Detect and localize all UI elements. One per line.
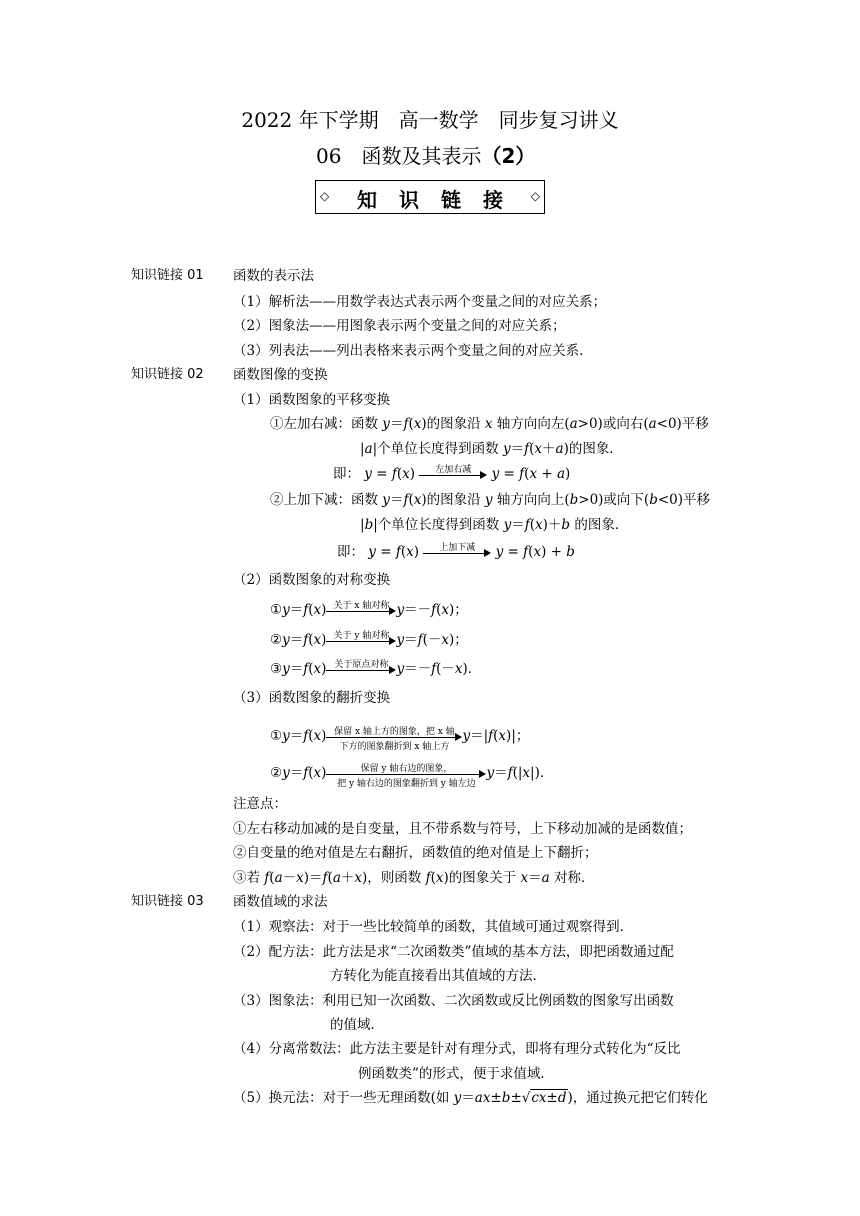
arrow-icon: 关于 y 轴对称 xyxy=(326,633,396,649)
fold-y-formula: ②y＝f(x) 保留 y 轴右边的图象， 把 y 轴右边的图象翻折到 y 轴左边 y＝f(|x|)． xyxy=(270,763,554,789)
arrow-icon: 保留 x 轴上方的图象，把 x 轴 下方的图象翻折到 x 轴上方 xyxy=(326,729,462,745)
shift-lr-rule: ①左加右减：函数 y＝f(x)的图象沿 x 轴方向向左(a>0)或向右(a<0)平移 xyxy=(270,416,709,432)
list-item: （3）列表法——列出表格来表示两个变量之间的对应关系． xyxy=(233,343,593,359)
section-title: 函数的表示法 xyxy=(233,268,314,284)
note-item: ②自变量的绝对值是左右翻折，函数值的绝对值是上下翻折； xyxy=(233,845,598,861)
banner-text: 知识链接 xyxy=(357,188,525,212)
arrow-icon: 保留 y 轴右边的图象， 把 y 轴右边的图象翻折到 y 轴左边 xyxy=(326,766,486,782)
sym-origin-formula: ③y＝f(x) 关于原点对称 y＝－f(－x)． xyxy=(270,659,482,677)
sym-x-formula: ①y＝f(x) 关于 x 轴对称 y＝－f(x)； xyxy=(270,600,468,618)
sqrt-icon: √ xyxy=(521,1090,531,1106)
section-title: 函数图像的变换 xyxy=(233,367,328,383)
arrow-icon: 上加下减 xyxy=(423,545,491,561)
shift-ud-rule-cont: |b|个单位长度得到函数 y＝f(x)＋b 的图象． xyxy=(360,517,629,533)
title-suffix: （2） xyxy=(481,144,536,168)
list-item-cont: 的值域． xyxy=(330,1017,384,1033)
page-title xyxy=(316,140,535,169)
diamond-icon: ◇ xyxy=(530,189,540,203)
fold-x-formula: ①y＝f(x) 保留 x 轴上方的图象，把 x 轴 下方的图象翻折到 x 轴上方 y＝|f(x)|； xyxy=(270,726,530,752)
shift-ud-formula: 即： y = f(x) 上加下减 y = f(x) + b xyxy=(337,542,575,560)
list-item: （5）换元法：对于一些无理函数(如 y＝ax±b±√cx±d)，通过换元把它们转化 xyxy=(233,1090,708,1106)
section-label: 知识链接 02 xyxy=(131,367,204,382)
section-banner xyxy=(315,180,545,214)
list-item-cont: 方转化为能直接看出其值域的方法． xyxy=(330,968,546,984)
sub-heading: （2）函数图象的对称变换 xyxy=(233,572,391,588)
shift-lr-rule-cont: |a|个单位长度得到函数 y＝f(x＋a)的图象． xyxy=(360,441,623,457)
shift-ud-rule: ②上加下减：函数 y＝f(x)的图象沿 y 轴方向向上(b>0)或向下(b<0)平移 xyxy=(270,492,711,508)
list-item: （2）图象法——用图象表示两个变量之间的对应关系； xyxy=(233,318,566,334)
list-item: （1）解析法——用数学表达式表示两个变量之间的对应关系； xyxy=(233,294,607,310)
note-item: ③若 f(a－x)＝f(a＋x)，则函数 f(x)的图象关于 x＝a 对称． xyxy=(233,870,595,886)
list-item: （1）观察法：对于一些比较简单的函数，其值域可通过观察得到． xyxy=(233,919,634,935)
title-number: 06 xyxy=(316,144,342,168)
notes-title: 注意点： xyxy=(233,796,287,812)
section-title: 函数值域的求法 xyxy=(233,894,328,910)
section-label: 知识链接 01 xyxy=(131,268,204,283)
page-header: 2022 年下学期 高一数学 同步复习讲义 xyxy=(241,108,619,132)
arrow-icon: 关于 x 轴对称 xyxy=(326,603,396,619)
sub-heading: （1）函数图象的平移变换 xyxy=(233,392,391,408)
list-item: （2）配方法：此方法是求“二次函数类”值域的基本方法，即把函数通过配 xyxy=(233,944,674,960)
list-item-cont: 例函数类”的形式，便于求值域． xyxy=(358,1066,554,1082)
list-item: （3）图象法：利用已知一次函数、二次函数或反比例函数的图象写出函数 xyxy=(233,993,674,1009)
note-item: ①左右移动加减的是自变量，且不带系数与符号，上下移动加减的是函数值； xyxy=(233,821,692,837)
arrow-icon: 左加右减 xyxy=(419,467,487,483)
sub-heading: （3）函数图象的翻折变换 xyxy=(233,690,391,706)
shift-lr-formula: 即： y = f(x) 左加右减 y = f(x + a) xyxy=(333,464,571,482)
arrow-icon: 关于原点对称 xyxy=(326,662,396,678)
list-item: （4）分离常数法：此方法主要是针对有理分式，即将有理分式转化为“反比 xyxy=(233,1041,681,1057)
title-main: 函数及其表示 xyxy=(361,144,482,168)
sym-y-formula: ②y＝f(x) 关于 y 轴对称 y＝f(－x)； xyxy=(270,630,468,648)
diamond-icon: ◇ xyxy=(320,189,330,203)
section-label: 知识链接 03 xyxy=(131,894,204,909)
